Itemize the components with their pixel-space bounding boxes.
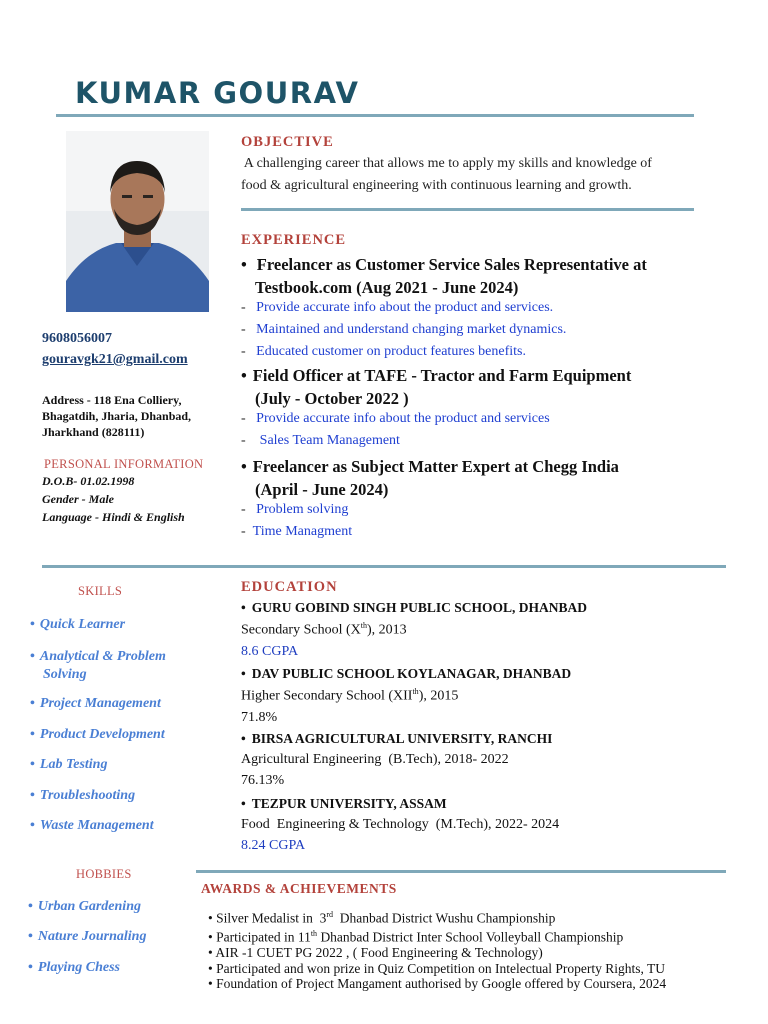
- education-entry: • TEZPUR UNIVERSITY, ASSAM Food Engineering & Technology (M.Tech), 2022- 2024 8.24 CGPA: [241, 796, 711, 854]
- hobby-item: • Playing Chess: [28, 960, 120, 975]
- email-link[interactable]: gouravgk21@gmail.com: [42, 352, 188, 367]
- address: [42, 392, 232, 440]
- education-divider: [196, 870, 726, 873]
- education-entry: • BIRSA AGRICULTURAL UNIVERSITY, RANCHI Agricultural Engineering (B.Tech), 2018- 2022 76.13%: [241, 731, 711, 789]
- award-item: • Foundation of Project Mangament authorised by Google offered by Coursera, 2024: [208, 976, 667, 991]
- school-name: GURU GOBIND SINGH PUBLIC SCHOOL, DHANBAD: [251, 600, 588, 615]
- objective-text: [241, 153, 701, 197]
- address-line: Jharkhand (828111): [42, 425, 145, 439]
- task-item: - Maintained and understand changing market dynamics.: [241, 322, 567, 337]
- language: Language - Hindi & English: [42, 510, 185, 524]
- grade: 8.24 CGPA: [241, 838, 306, 853]
- address-line: Bhagatdih, Jharia, Dhanbad,: [42, 409, 192, 423]
- skill-item: • Quick Learner: [30, 617, 126, 632]
- education-entry: • DAV PUBLIC SCHOOL KOYLANAGAR, DHANBAD Higher Secondary School (XIIth), 2015 71.8%: [241, 666, 711, 726]
- job-title: Field Officer at TAFE - Tractor and Farm Equipment: [252, 366, 632, 385]
- skill-item: • Product Development: [30, 727, 165, 742]
- skill-item: • Analytical & Problem Solving: [30, 649, 166, 682]
- experience-divider: [42, 565, 726, 568]
- grade: 76.13%: [241, 773, 285, 788]
- skills-title: SKILLS: [78, 584, 123, 598]
- school-name: TEZPUR UNIVERSITY, ASSAM: [251, 796, 447, 811]
- school-name: BIRSA AGRICULTURAL UNIVERSITY, RANCHI: [251, 731, 553, 746]
- grade: 71.8%: [241, 709, 278, 725]
- gender: Gender - Male: [42, 492, 114, 506]
- job-entry: • Freelancer as Subject Matter Expert at Chegg India (April - June 2024): [241, 455, 711, 501]
- hobby-item: • Nature Journaling: [28, 929, 147, 944]
- job-title: Freelancer as Customer Service Sales Representative at: [256, 255, 647, 274]
- dob: D.O.B- 01.02.1998: [42, 474, 135, 488]
- objective-line: food & agricultural engineering with continuous learning and growth.: [241, 178, 632, 193]
- grade: 8.6 CGPA: [241, 643, 299, 659]
- task-item: - Time Managment: [241, 524, 353, 539]
- objective-divider: [241, 208, 694, 211]
- job-entry: • Field Officer at TAFE - Tractor and Farm Equipment (July - October 2022 ): [241, 364, 711, 410]
- job-entry: • Freelancer as Customer Service Sales Representative at Testbook.com (Aug 2021 - June 2024): [241, 253, 711, 299]
- awards-title: AWARDS & ACHIEVEMENTS: [201, 881, 397, 896]
- degree: Food Engineering & Technology (M.Tech), 2022- 2024: [241, 817, 560, 832]
- task-item: - Educated customer on product features benefits.: [241, 344, 526, 359]
- award-item: • AIR -1 CUET PG 2022 , ( Food Engineering & Technology): [208, 945, 543, 960]
- job-period: (April - June 2024): [255, 480, 389, 499]
- experience-title: EXPERIENCE: [241, 232, 347, 248]
- school-name: DAV PUBLIC SCHOOL KOYLANAGAR, DHANBAD: [251, 666, 572, 681]
- skill-item: • Troubleshooting: [30, 788, 136, 803]
- education-title: EDUCATION: [241, 579, 338, 595]
- task-item: - Sales Team Management: [241, 433, 400, 448]
- award-item: • Silver Medalist in 3rd Dhanbad District Wushu Championship: [208, 910, 556, 926]
- profile-photo: [66, 131, 209, 312]
- hobbies-title: HOBBIES: [76, 867, 132, 881]
- skill-item: • Lab Testing: [30, 757, 108, 772]
- education-entry: • GURU GOBIND SINGH PUBLIC SCHOOL, DHANBAD Secondary School (Xth), 2013 8.6 CGPA: [241, 600, 711, 660]
- degree: Agricultural Engineering (B.Tech), 2018- 2022: [241, 752, 509, 767]
- job-title: Freelancer as Subject Matter Expert at Chegg India: [252, 457, 619, 476]
- objective-title: OBJECTIVE: [241, 134, 334, 150]
- degree: Secondary School (Xth), 2013: [241, 621, 407, 638]
- objective-line: A challenging career that allows me to apply my skills and knowledge of: [241, 156, 652, 171]
- phone-number: 9608056007: [42, 331, 112, 346]
- resume-name: KUMAR GOURAV: [75, 76, 360, 110]
- task-item: - Provide accurate info about the product and services.: [241, 300, 554, 315]
- job-period: (July - October 2022 ): [255, 389, 409, 408]
- hobby-item: • Urban Gardening: [28, 899, 141, 914]
- task-item: - Problem solving: [241, 502, 349, 517]
- task-item: - Provide accurate info about the product and services: [241, 411, 550, 426]
- degree: Higher Secondary School (XIIth), 2015: [241, 687, 459, 704]
- award-item: • Participated and won prize in Quiz Competition on Intelectual Property Rights, TU: [208, 960, 666, 976]
- personal-info-title: PERSONAL INFORMATION: [44, 457, 204, 471]
- awards-list: [208, 907, 748, 992]
- address-line: Address - 118 Ena Colliery,: [42, 393, 182, 407]
- skill-item: • Project Management: [30, 696, 161, 711]
- award-item: • Participated in 11th Dhanbad District Inter School Volleyball Championship: [208, 929, 624, 945]
- job-period: Testbook.com (Aug 2021 - June 2024): [255, 278, 519, 297]
- skill-item: • Waste Management: [30, 818, 154, 833]
- header-divider: [56, 114, 694, 117]
- personal-info: [42, 472, 185, 526]
